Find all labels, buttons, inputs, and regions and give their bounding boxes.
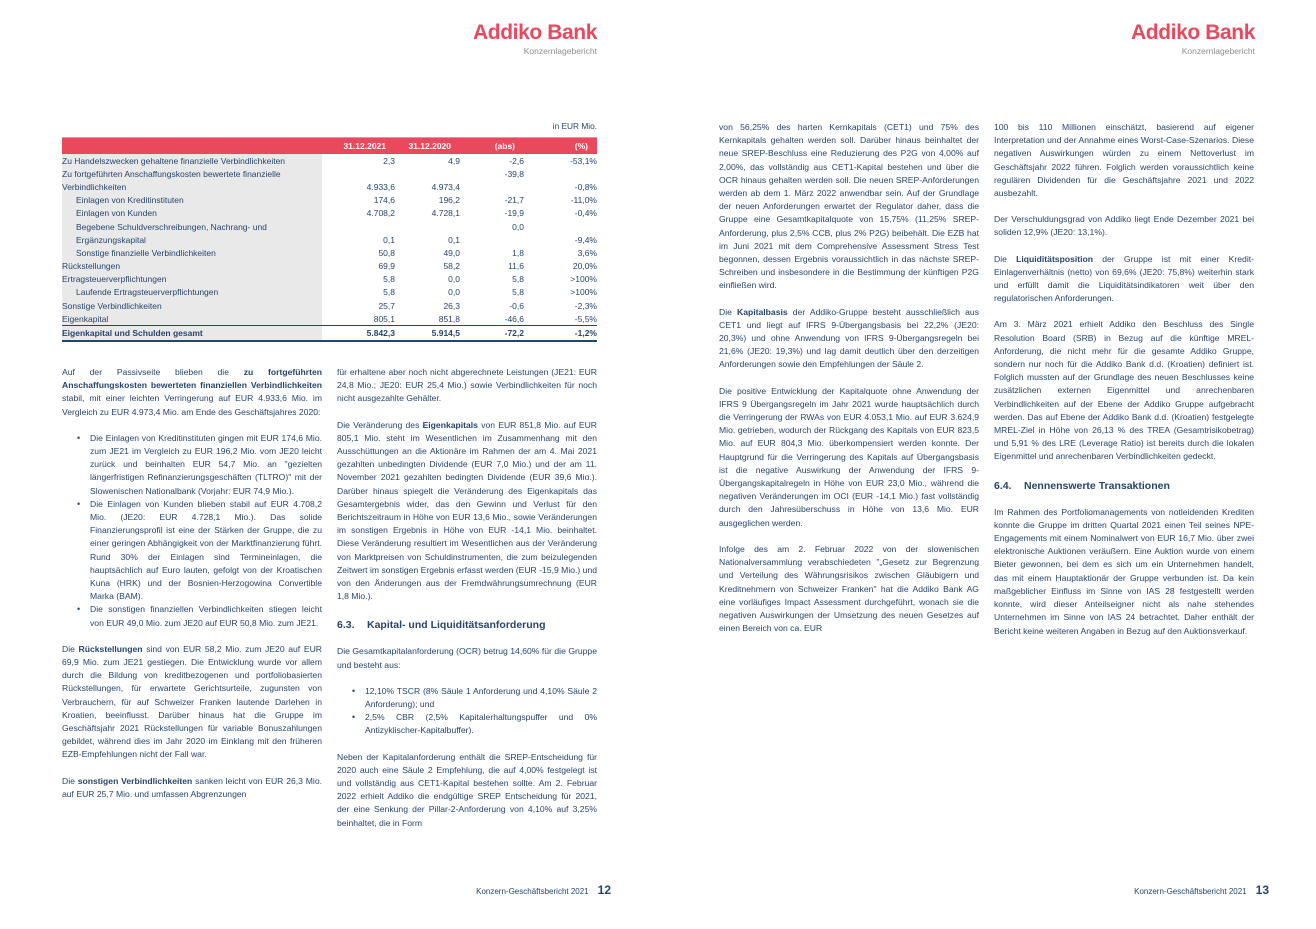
section-number: 6.3. bbox=[337, 619, 355, 632]
row-value: 5.914,5 bbox=[395, 326, 460, 341]
column-header: 31.12.2020 bbox=[395, 138, 460, 155]
row-value: 0,1 bbox=[448, 234, 460, 245]
page-number: 12 bbox=[597, 883, 611, 897]
section-heading bbox=[994, 480, 1254, 493]
row-value: 49,0 bbox=[443, 247, 460, 258]
bullet-text: Die Einlagen von Kunden blieben stabil auf EUR 4.708,2 Mio. (JE20: EUR 4.728,1 Mio.). Das solide Finanzierungsprofil ist eine der Stärken der Gruppe, die zu einer geringen Abhängigkeit von der Marktfinanzierung führt. Rund 30% der Einlagen sind Termineinlagen, die hauptsächlich auf Euro lauten, gefolgt von der Kroatischen Kuna (HRK) und der Bosnien-Herzogowina Convertible Marka (BAM). bbox=[90, 498, 322, 602]
row-value: 11,6 bbox=[508, 261, 524, 272]
brand-header bbox=[1131, 21, 1255, 56]
bullet-icon: • bbox=[352, 685, 356, 696]
row-value: 50,8 bbox=[378, 247, 395, 258]
row-value: -46,6 bbox=[504, 313, 524, 324]
row-value: -0,8% bbox=[574, 181, 597, 192]
report-section-tagline: Konzernlagebericht bbox=[1181, 46, 1255, 56]
row-value: 4.933,6 bbox=[366, 181, 395, 192]
column-header: (%) bbox=[524, 138, 597, 155]
row-value: 4,9 bbox=[448, 155, 460, 166]
paragraph: Die Liquiditätsposition der Gruppe ist mit einer Kredit-Einlagenverhältnis (netto) von 69,6% (JE20: 75,8%) weiterhin stark und erfüllt damit die Liquiditätsindikatoren weit über den regulatorischen Anforderungen. bbox=[994, 253, 1254, 304]
row-value bbox=[322, 220, 395, 233]
bullet-list bbox=[337, 685, 597, 738]
section-title: Kapital- und Liquiditätsanforderung bbox=[367, 619, 546, 632]
table-row bbox=[62, 273, 597, 286]
liabilities-table bbox=[62, 137, 597, 342]
bullet-item bbox=[62, 432, 322, 498]
table-header-row bbox=[62, 138, 597, 155]
row-value: 69,9 bbox=[378, 261, 395, 272]
row-value: -72,2 bbox=[460, 326, 524, 341]
row-value bbox=[395, 167, 460, 180]
row-label: Eigenkapital und Schulden gesamt bbox=[62, 326, 322, 341]
text-column bbox=[719, 121, 979, 648]
row-value: -0,4% bbox=[574, 208, 597, 219]
row-value: -39,8 bbox=[504, 168, 524, 179]
table-row bbox=[62, 246, 597, 259]
row-value: 58,2 bbox=[443, 261, 460, 272]
paragraph: Die Kapitalbasis der Addiko-Gruppe besteht ausschließlich aus CET1 und liegt auf IFRS 9-Übergangsbasis bei 22,2% (JE20: 20,3%) und ohne Anwendung von IFRS 9-Übergangsregeln bei 21,6% (JE20: 19,3%) und lag damit deutlich über den derzeitigen Anforderungen sowie den Empfehlungen der Säule 2. bbox=[719, 306, 979, 370]
row-value: 5,8 bbox=[383, 274, 395, 285]
paragraph: für erhaltene aber noch nicht abgerechnete Leistungen (JE21: EUR 24,8 Mio.; JE20: EUR 25,4 Mio.) sowie Verbindlichkeiten für noch nicht ausgezahlte Gehälter. bbox=[337, 367, 597, 404]
row-value: >100% bbox=[570, 287, 597, 298]
paragraph: 100 bis 110 Millionen einschätzt, basierend auf eigener Interpretation und der Annahme eines Worst-Case-Szenarios. Diese negativen Auswirkungen würden zu einem Nettoverlust im Geschäftsjahr 2022 führen. Folglich werden voraussichtlich keine regulären Dividenden für die Geschäftsjahre 2021 und 2022 ausbezahlt. bbox=[994, 122, 1254, 199]
row-label: Ergänzungskapital bbox=[62, 233, 322, 246]
row-value: 1,8 bbox=[512, 247, 524, 258]
row-value: 851,8 bbox=[438, 313, 460, 324]
table-row bbox=[62, 299, 597, 312]
row-value: 5.842,3 bbox=[322, 326, 395, 341]
footer-report-title: Konzern-Geschäftsbericht 2021 bbox=[476, 887, 589, 896]
row-value: 20,0% bbox=[572, 261, 597, 272]
table-row bbox=[62, 326, 597, 341]
bullet-text: 12,10% TSCR (8% Säule 1 Anforderung und 4,10% Säule 2 Anforderung); und bbox=[365, 685, 597, 710]
bullet-item bbox=[62, 498, 322, 604]
row-label: Begebene Schuldverschreibungen, Nachrang- und bbox=[62, 220, 322, 233]
row-value: -21,7 bbox=[504, 195, 524, 206]
table-row bbox=[62, 233, 597, 246]
row-value: 805,1 bbox=[373, 313, 395, 324]
bullet-text: 2,5% CBR (2,5% Kapitalerhaltungspuffer und 0% Antizyklischer-Kapitalbuffer). bbox=[365, 712, 597, 736]
row-value: 174,6 bbox=[373, 195, 395, 206]
row-value: 5,8 bbox=[512, 274, 524, 285]
column-header: 31.12.2021 bbox=[322, 138, 395, 155]
row-value: -0,6 bbox=[509, 300, 524, 311]
row-label: Rückstellungen bbox=[62, 260, 322, 273]
row-value: -2,3% bbox=[574, 300, 597, 311]
column-header: (abs) bbox=[460, 138, 524, 155]
column-header-empty bbox=[62, 138, 322, 155]
row-label: Eigenkapital bbox=[62, 312, 322, 326]
table-row bbox=[62, 207, 597, 220]
table-row bbox=[62, 286, 597, 299]
table-header bbox=[62, 138, 597, 155]
row-value: 25,7 bbox=[378, 300, 395, 311]
row-value bbox=[395, 220, 460, 233]
brand-header bbox=[473, 21, 597, 56]
row-value: 4.708,2 bbox=[366, 208, 395, 219]
report-page-13 bbox=[658, 0, 1316, 929]
row-value: 5,8 bbox=[512, 287, 524, 298]
row-label: Sonstige Verbindlichkeiten bbox=[62, 299, 322, 312]
table-row bbox=[62, 312, 597, 326]
row-label: Ertragsteuerverpflichtungen bbox=[62, 273, 322, 286]
row-value: -2,6 bbox=[509, 155, 524, 166]
paragraph: Die Veränderung des Eigenkapitals von EUR 851,8 Mio. auf EUR 805,1 Mio. steht im Wesentlichen im Zusammenhang mit den Ausschüttungen an die Aktionäre im Rahmen der am 4. Mai 2021 gezahlten unbedingten Dividende (EUR 7,0 Mio.) und der am 11. November 2021 gezahlten bedingten Dividende (EUR 39,6 Mio.). Darüber hinaus spiegelt die Veränderung des Eigenkapitals das Gesamtergebnis wider, das den Gewinn und Verlust für den Berichtszeitraum in Höhe von EUR 13,6 Mio., sowie Veränderungen im sonstigen Ergebnis in Höhe von EUR -14,1 Mio. beinhaltet. Diese Veränderung resultiert im Wesentlichen aus der Veränderung von Marktpreisen von Schuldinstrumenten, die zum beizulegenden Zeitwert im sonstigen Ergebnis erfasst werden (EUR -15,9 Mio.) und von den Änderungen aus der Fremdwährungsumrechnung (EUR 1,8 Mio.). bbox=[337, 419, 597, 602]
page-footer bbox=[476, 883, 611, 897]
row-value: -1,2% bbox=[524, 326, 597, 341]
table-row bbox=[62, 167, 597, 180]
text-column bbox=[994, 121, 1254, 651]
bullet-item bbox=[62, 603, 322, 629]
paragraph: Die positive Entwicklung der Kapitalquote ohne Anwendung der IFRS 9 Übergangsregeln im Jahr 2021 wurde hauptsächlich durch die Verringerung der RWAs von EUR 4.053,1 Mio. auf EUR 3.624,9 Mio. getrieben, wodurch der Rückgang des Kapitals von EUR 823,5 Mio. auf EUR 804,3 Mio. überkompensiert werden konnte. Der Hauptgrund für die Verringerung des Kapitals auf Übergangsbasis ist die negative Auswirkung der Anwendung der IFRS 9-Übergangskapitalregeln in Höhe von EUR 23,0 Mio., während die negativen Veränderungen im OCI (EUR -14,1 Mio.) fast vollständig durch den Jahresüberschuss in Höhe von 13,6 Mio. EUR ausgeglichen werden. bbox=[719, 385, 979, 528]
table-row bbox=[62, 260, 597, 273]
paragraph: Die Gesamtkapitalanforderung (OCR) betrug 14,60% für die Gruppe und besteht aus: bbox=[337, 646, 597, 670]
row-value: 3,6% bbox=[577, 247, 597, 258]
page-number: 13 bbox=[1255, 883, 1269, 897]
row-value: 4.728,1 bbox=[431, 208, 460, 219]
row-value bbox=[524, 220, 597, 233]
page-footer bbox=[1134, 883, 1269, 897]
table-row bbox=[62, 180, 597, 193]
row-value: 0,0 bbox=[448, 274, 460, 285]
footer-report-title: Konzern-Geschäftsbericht 2021 bbox=[1134, 887, 1247, 896]
table-row bbox=[62, 220, 597, 233]
paragraph: Der Verschuldungsgrad von Addiko liegt Ende Dezember 2021 bei soliden 12,9% (JE20: 13,1%). bbox=[994, 214, 1254, 238]
row-value: 196,2 bbox=[438, 195, 460, 206]
text-column bbox=[337, 366, 597, 843]
row-value: 0,0 bbox=[512, 221, 524, 232]
row-value: -5,5% bbox=[574, 313, 597, 324]
row-value: -11,0% bbox=[570, 195, 597, 206]
bullet-icon: • bbox=[77, 498, 81, 509]
row-label: Zu Handelszwecken gehaltene finanzielle Verbindlichkeiten bbox=[62, 154, 322, 167]
table-row bbox=[62, 154, 597, 167]
row-value bbox=[460, 180, 524, 193]
addiko-bank-logo: Addiko Bank bbox=[1131, 21, 1255, 44]
row-label: Sonstige finanzielle Verbindlichkeiten bbox=[62, 246, 322, 259]
text-column bbox=[62, 366, 322, 814]
paragraph: Die Rückstellungen sind von EUR 58,2 Mio. zum JE20 auf EUR 69,9 Mio. zum JE21 gestiegen. Die Entwicklung wurde vor allem durch die Bildung von kreditbezogenen und portfoliobasierten Rückstellungen, für erwartete Gerichtsurteile, zugunsten von Verbrauchern, für auf Schweizer Franken lautende Darlehen in Kroatien, beeinflusst. Darüber hinaus hat die Gruppe im Geschäftsjahr 2021 Rückstellungen für variable Bonuszahlungen gebildet, während dies im Jahr 2020 im Einklang mit den früheren EZB-Empfehlungen nicht der Fall war. bbox=[62, 643, 322, 760]
paragraph: Im Rahmen des Portfoliomanagements von notleidenden Krediten konnte die Gruppe im dritten Quartal 2021 einen Teil seines NPE-Engagements mit einem Nominalwert von EUR 16,7 Mio. über zwei elektronische Auktionen veräußern. Eine Auktion wurde von einem Bieter gewonnen, bei dem es sich um ein Unternehmen handelt, das mit einem Hauptaktionär der Gruppe verbunden ist. Da kein maßgeblicher Einfluss im Sinne von IAS 28 festgestellt werden konnte, wird dieser Anteilseigner nicht als nahe stehendes Unternehmen im Sinne von IAS 24 betrachtet. Daher enthält der Bericht keine weiteren Angaben in Bezug auf den Auktionsverkauf. bbox=[994, 506, 1254, 636]
row-value bbox=[460, 233, 524, 246]
row-label: Einlagen von Kreditinstituten bbox=[62, 194, 322, 207]
row-value: 5,8 bbox=[383, 287, 395, 298]
bullet-text: Die sonstigen finanziellen Verbindlichkeiten stiegen leicht von EUR 49,0 Mio. zum JE20 auf EUR 50,8 Mio. zum JE21. bbox=[90, 604, 322, 628]
row-value bbox=[524, 167, 597, 180]
report-section-tagline: Konzernlagebericht bbox=[523, 46, 597, 56]
row-value: 26,3 bbox=[443, 300, 460, 311]
row-value: 0,0 bbox=[448, 287, 460, 298]
paragraph: Am 3. März 2021 erhielt Addiko den Beschluss des Single Resolution Board (SRB) in Bezug auf die künftige MREL-Anforderung, die nicht mehr für die gesamte Addiko Gruppe, sondern nur noch für die Addiko Bank d.d. (Kroatien) definiert ist. Folglich mussten auf der Grundlage des neuen Beschlusses keine zusätzlichen externen Eigenmittel und anrechenbaren Verbindlichkeiten auf der Ebene der Addiko Gruppe aufgebracht werden. Das auf Ebene der Addiko Bank d.d. (Kroatien) festgelegte MREL-Ziel in Höhe von 26,13 % des TREA (Gesamtrisikobetrag) und 5,91 % des LRE (Leverage Ratio) ist bereits durch die lokalen Eigenmittel und anrechenbaren Verbindlichkeiten gedeckt. bbox=[994, 319, 1254, 462]
addiko-bank-logo: Addiko Bank bbox=[473, 21, 597, 44]
row-value: -9,4% bbox=[574, 234, 597, 245]
bullet-text: Die Einlagen von Kreditinstituten gingen mit EUR 174,6 Mio. zum JE21 im Vergleich zu EUR 196,2 Mio. vom JE20 leicht zurück und beinhalten EUR 54,7 Mio. an "gezielten längerfristigen Refinanzierungsgeschäften (TLTRO)" mit der Slowenischen Nationalbank (Vorjahr: EUR 74,9 Mio.). bbox=[90, 432, 322, 496]
row-value: -19,9 bbox=[504, 208, 524, 219]
row-label: Verbindlichkeiten bbox=[62, 180, 322, 193]
table-unit-label: in EUR Mio. bbox=[552, 121, 597, 131]
paragraph: Auf der Passivseite blieben die zu fortgeführten Anschaffungskosten bewerteten finanziellen Verbindlichkeiten stabil, mit einer leichten Verringerung auf EUR 4.933,6 Mio. im Vergleich zu EUR 4.973,4 Mio. am Ende des Geschäftsjahres 2020: bbox=[62, 367, 322, 417]
paragraph: Die sonstigen Verbindlichkeiten sanken leicht von EUR 26,3 Mio. auf EUR 25,7 Mio. und umfassen Abgrenzungen bbox=[62, 775, 322, 799]
bullet-icon: • bbox=[77, 432, 81, 443]
paragraph: Infolge des am 2. Februar 2022 von der slowenischen Nationalversammlung verabschiedeten "„Gesetz zur Begrenzung und Verteilung des Währungsrisikos zwischen Gläubigern und Kreditnehmern von Schweizer Franken" hat die Addiko Bank AG eine vorläufiges Impact Assessment durchgeführt, wonach sie die negativen Auswirkungen der Umsetzung des neuen Gesetzes auf einen Bereich von ca. EUR bbox=[719, 543, 979, 634]
bullet-list bbox=[62, 432, 322, 630]
bullet-item bbox=[337, 711, 597, 737]
section-title: Nennenswerte Transaktionen bbox=[1024, 479, 1170, 492]
row-value: 2,3 bbox=[383, 155, 395, 166]
row-label: Einlagen von Kunden bbox=[62, 207, 322, 220]
row-value: >100% bbox=[570, 274, 597, 285]
row-value: 0,1 bbox=[383, 234, 395, 245]
table-row bbox=[62, 194, 597, 207]
row-value: 4.973,4 bbox=[431, 181, 460, 192]
row-value: -53,1% bbox=[570, 155, 597, 166]
section-number: 6.4. bbox=[994, 479, 1012, 492]
row-value bbox=[322, 167, 395, 180]
bullet-item bbox=[337, 685, 597, 711]
paragraph: von 56,25% des harten Kernkapitals (CET1) und 75% des Kernkapitals gehalten werden soll. Darüber hinaus beinhaltet der neue SREP-Beschluss eine Reduzierung des P2G von 4,00% auf 2,00%, das vollständig aus CET1-Kapital bestehen und über die OCR hinaus gehalten werden soll. Die neuen SREP-Anforderungen werden ab dem 1. März 2022 anwendbar sein. Auf der Grundlage der neuen Anforderungen erwartet der Regulator daher, dass die Gruppe eine Gesamtkapitalquote von 15,75% (11,25% SREP-Anforderung, plus 2,5% CCB, plus 2% P2G) beibehält. Die EZB hat im Juni 2021 mit dem Comprehensive Assessment Stress Test begonnen, dessen Ergebnis voraussichtlich in das nächste SREP-Schreiben und insbesondere in die Bestimmung der künftigen P2G einfließen wird. bbox=[719, 122, 979, 291]
bullet-icon: • bbox=[77, 604, 81, 615]
section-heading bbox=[337, 619, 597, 632]
row-label: Zu fortgeführten Anschaffungskosten bewertete finanzielle bbox=[62, 167, 322, 180]
row-label: Laufende Ertragsteuerverpflichtungen bbox=[62, 286, 322, 299]
paragraph: Neben der Kapitalanforderung enthält die SREP-Entscheidung für 2020 auch eine Säule 2 Empfehlung, die auf 4,00% festgelegt ist und vollständig aus CET1-Kapital bestehen sollte. Am 2. Februar 2022 erhielt Addiko die endgültige SREP Entscheidung für 2021, der eine Senkung der Pillar-2-Anforderung von 4,10% auf 3,25% beinhaltet, die in Form bbox=[337, 751, 597, 828]
bullet-icon: • bbox=[352, 712, 356, 723]
